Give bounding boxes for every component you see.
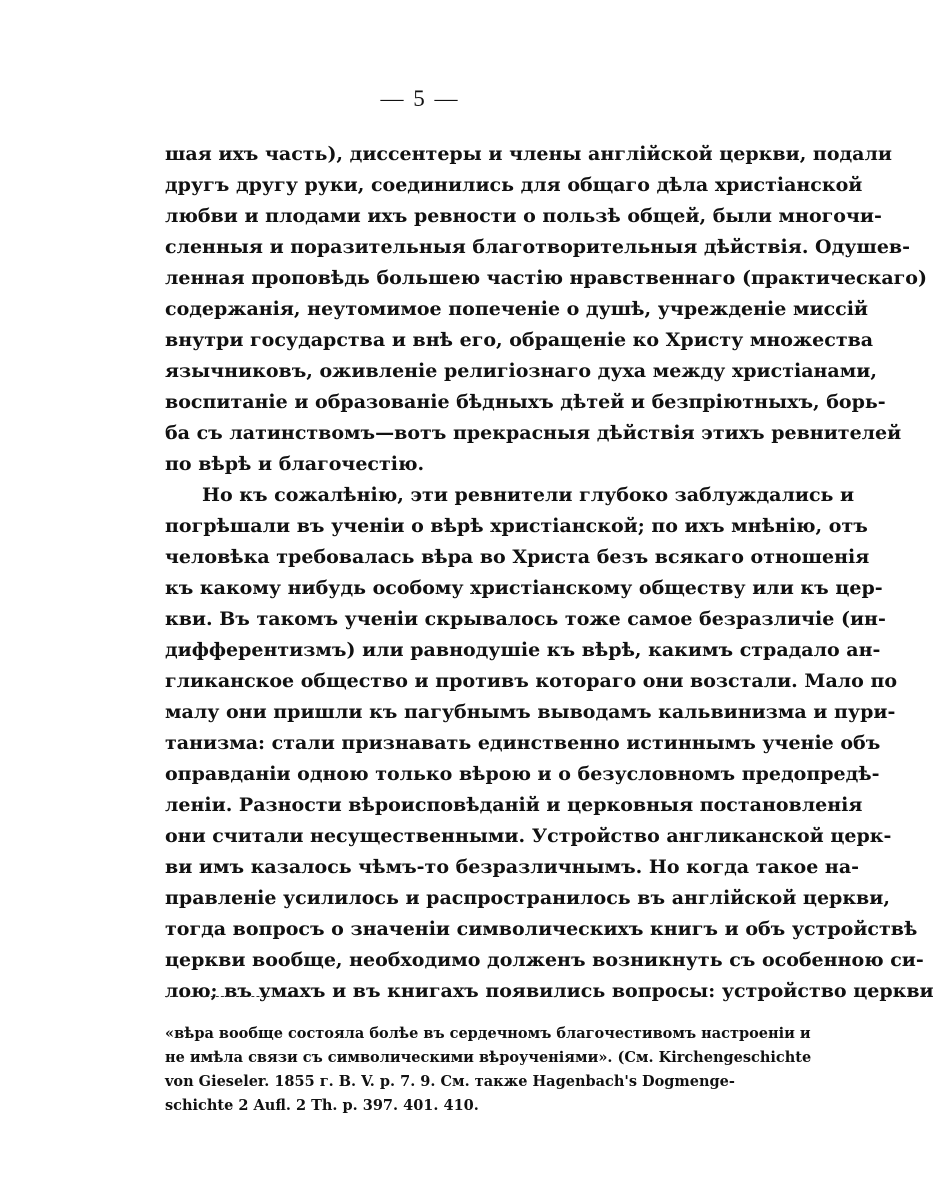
body-line: дифферентизмъ) или равнодушіе къ вѣрѣ, какимъ страдало ан- (165, 639, 881, 661)
body-line: воспитаніе и образованіе бѣдныхъ дѣтей и безпріютныхъ, борь- (165, 391, 886, 413)
body-line: язычниковъ, оживленіе религіознаго духа между христіанами, (165, 360, 877, 382)
body-line: внутри государства и внѣ его, обращеніе ко Христу множества (165, 329, 874, 351)
body-line: по вѣрѣ и благочестію. (165, 453, 425, 475)
body-line: другъ другу руки, соединились для общаго дѣла христіанской (165, 174, 863, 196)
footnote-divider (165, 996, 295, 997)
body-line: погрѣшали въ ученіи о вѣрѣ христіанской; по ихъ мнѣнію, отъ (165, 515, 868, 537)
body-line: танизма: стали признавать единственно истиннымъ ученіе объ (165, 732, 881, 754)
body-line: малу они пришли къ пагубнымъ выводамъ кальвинизма и пури- (165, 701, 896, 723)
footnote-line: не имѣла связи съ символическими вѣроученіями». (См. Kirchengeschichte (165, 1049, 812, 1066)
footnote-line: von Gieseler. 1855 г. B. V. p. 7. 9. См. также Hagenbach's Dogmenge- (165, 1073, 735, 1090)
body-line: содержанія, неутомимое попеченіе о душѣ, учрежденіе миссій (165, 298, 869, 320)
body-line: гликанское общество и противъ котораго они возстали. Мало по (165, 670, 898, 692)
footnote-line: schichte 2 Aufl. 2 Th. p. 397. 401. 410. (165, 1097, 479, 1114)
body-line: ба съ латинствомъ—вотъ прекрасныя дѣйствія этихъ ревнителей (165, 422, 902, 444)
body-line: ви имъ казалось чѣмъ-то безразличнымъ. Но когда такое на- (165, 856, 860, 878)
body-line: ленная проповѣдь большею частію нравственнаго (практическаго) (165, 267, 927, 289)
body-line: леніи. Разности вѣроисповѣданій и церковныя постановленія (165, 794, 863, 816)
body-line: лою; въ умахъ и въ книгахъ появились вопросы: устройство церкви (165, 980, 934, 1002)
body-line: они считали несущественными. Устройство англиканской церк- (165, 825, 892, 847)
body-line: человѣка требовалась вѣра во Христа безъ всякаго отношенія (165, 546, 870, 568)
body-line: шая ихъ часть), диссентеры и члены англійской церкви, подали (165, 143, 892, 165)
body-line: тогда вопросъ о значеніи символическихъ книгъ и объ устройствѣ (165, 918, 918, 940)
paragraph-start-line: Но къ сожалѣнію, эти ревнители глубоко заблуждались и (202, 484, 855, 506)
body-line: церкви вообще, необходимо долженъ возникнуть съ особенною си- (165, 949, 924, 971)
body-line: сленныя и поразительныя благотворительныя дѣйствія. Одушев- (165, 236, 911, 258)
footnote-line: «вѣра вообще состояла болѣе въ сердечномъ благочестивомъ настроеніи и (165, 1025, 811, 1042)
page-number: — 5 — (380, 86, 460, 111)
body-line: оправданіи одною только вѣрою и о безусловномъ предопредѣ- (165, 763, 880, 785)
body-line: правленіе усилилось и распространилось въ англійской церкви, (165, 887, 890, 909)
body-line: къ какому нибудь особому христіанскому обществу или къ цер- (165, 577, 883, 599)
body-line: кви. Въ такомъ ученіи скрывалось тоже самое безразличіе (ин- (165, 608, 886, 630)
body-line: любви и плодами ихъ ревности о пользѣ общей, были многочи- (165, 205, 882, 227)
